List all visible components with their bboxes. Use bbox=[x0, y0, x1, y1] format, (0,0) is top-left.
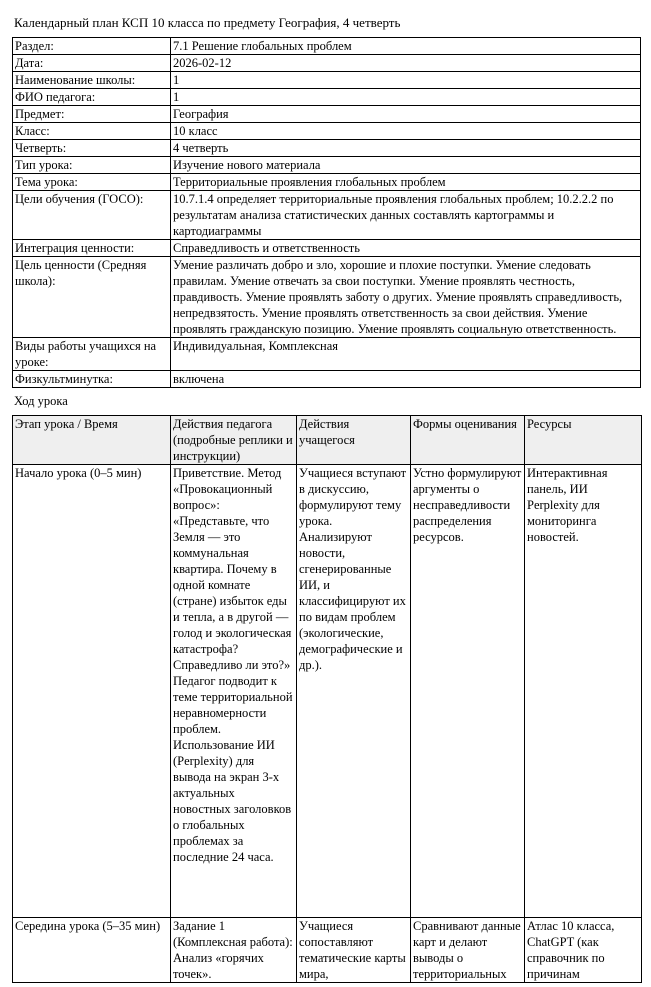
info-value: 2026-02-12 bbox=[171, 55, 641, 72]
info-value: Умение различать добро и зло, хорошие и плохие поступки. Умение следовать правилам. Умение отвечать за свои поступки. Умение проявлять честность, правдивость. Умение проявлять заботу о других. Умение проявлять справедливость, непредвзятость. Умение проявлять ответственность за свои действия. Умение проявлять гражданскую позицию. Умение проявлять социальную ответственность. bbox=[171, 257, 641, 338]
info-row bbox=[13, 123, 641, 140]
info-value: Индивидуальная, Комплексная bbox=[171, 338, 641, 371]
info-key: Виды работы учащихся на уроке: bbox=[13, 338, 171, 371]
info-value: Территориальные проявления глобальных проблем bbox=[171, 174, 641, 191]
header-teacher-actions: Действия педагога (подробные реплики и инструкции) bbox=[171, 416, 297, 465]
lesson-plan-table bbox=[12, 415, 642, 983]
info-key: Интеграция ценности: bbox=[13, 240, 171, 257]
info-row bbox=[13, 371, 641, 388]
header-resources: Ресурсы bbox=[525, 416, 642, 465]
info-row bbox=[13, 338, 641, 371]
info-row bbox=[13, 106, 641, 123]
info-key: Тип урока: bbox=[13, 157, 171, 174]
table-row bbox=[13, 918, 642, 983]
info-key: Класс: bbox=[13, 123, 171, 140]
info-row bbox=[13, 257, 641, 338]
resources-cell: Атлас 10 класса, ChatGPT (как справочник по причинам bbox=[525, 918, 642, 983]
teacher-actions-cell: Задание 1 (Комплексная работа): Анализ «горячих точек». bbox=[171, 918, 297, 983]
header-student-actions: Действия учащегося bbox=[297, 416, 411, 465]
info-value: 7.1 Решение глобальных проблем bbox=[171, 38, 641, 55]
stage-cell: Начало урока (0–5 мин) bbox=[13, 465, 171, 918]
assessment-cell: Сравнивают данные карт и делают выводы о территориальных bbox=[411, 918, 525, 983]
info-row bbox=[13, 38, 641, 55]
info-row bbox=[13, 240, 641, 257]
info-key: Наименование школы: bbox=[13, 72, 171, 89]
info-key: Предмет: bbox=[13, 106, 171, 123]
lesson-info-table bbox=[12, 37, 641, 388]
info-key: Физкультминутка: bbox=[13, 371, 171, 388]
info-value: Изучение нового материала bbox=[171, 157, 641, 174]
info-value: 1 bbox=[171, 89, 641, 106]
info-key: Дата: bbox=[13, 55, 171, 72]
info-row bbox=[13, 174, 641, 191]
info-value: включена bbox=[171, 371, 641, 388]
table-row bbox=[13, 465, 642, 918]
info-row bbox=[13, 157, 641, 174]
info-row bbox=[13, 191, 641, 240]
info-key: Цели обучения (ГОСО): bbox=[13, 191, 171, 240]
info-row bbox=[13, 140, 641, 157]
student-actions-cell: Учащиеся вступают в дискуссию, формулируют тему урока. Анализируют новости, сгенерированные ИИ, и классифицируют их по видам проблем (экологические, демографические и др.). bbox=[297, 465, 411, 918]
info-key: Цель ценности (Средняя школа): bbox=[13, 257, 171, 338]
info-key: Раздел: bbox=[13, 38, 171, 55]
header-assessment: Формы оценивания bbox=[411, 416, 525, 465]
stage-cell: Середина урока (5–35 мин) bbox=[13, 918, 171, 983]
info-value: 10 класс bbox=[171, 123, 641, 140]
lesson-flow-label: Ход урока bbox=[14, 394, 68, 408]
teacher-actions-cell: Приветствие. Метод «Провокационный вопрос»: «Представьте, что Земля — это коммунальная квартира. Почему в одной комнате (стране) избыток еды и тепла, а в другой — голод и экологическая катастрофа? Справедливо ли это?» Педагог подводит к теме территориальной неравномерности проблем. Использование ИИ (Perplexity) для вывода на экран 3-х актуальных новостных заголовков о глобальных проблемах за последние 24 часа. bbox=[171, 465, 297, 918]
student-actions-cell: Учащиеся сопоставляют тематические карты мира, bbox=[297, 918, 411, 983]
info-value: География bbox=[171, 106, 641, 123]
info-key: Тема урока: bbox=[13, 174, 171, 191]
plan-header-row bbox=[13, 416, 642, 465]
info-value: 10.7.1.4 определяет территориальные проявления глобальных проблем; 10.2.2.2 по результатам анализа статистических данных составлять картограммы и картодиаграммы bbox=[171, 191, 641, 240]
info-row bbox=[13, 55, 641, 72]
header-stage: Этап урока / Время bbox=[13, 416, 171, 465]
document-title: Календарный план КСП 10 класса по предмету География, 4 четверть bbox=[14, 15, 401, 30]
info-row bbox=[13, 89, 641, 106]
info-row bbox=[13, 72, 641, 89]
resources-cell: Интерактивная панель, ИИ Perplexity для мониторинга новостей. bbox=[525, 465, 642, 918]
info-key: Четверть: bbox=[13, 140, 171, 157]
assessment-cell: Устно формулируют аргументы о несправедливости распределения ресурсов. bbox=[411, 465, 525, 918]
info-value: 1 bbox=[171, 72, 641, 89]
info-value: 4 четверть bbox=[171, 140, 641, 157]
info-value: Справедливость и ответственность bbox=[171, 240, 641, 257]
info-key: ФИО педагога: bbox=[13, 89, 171, 106]
